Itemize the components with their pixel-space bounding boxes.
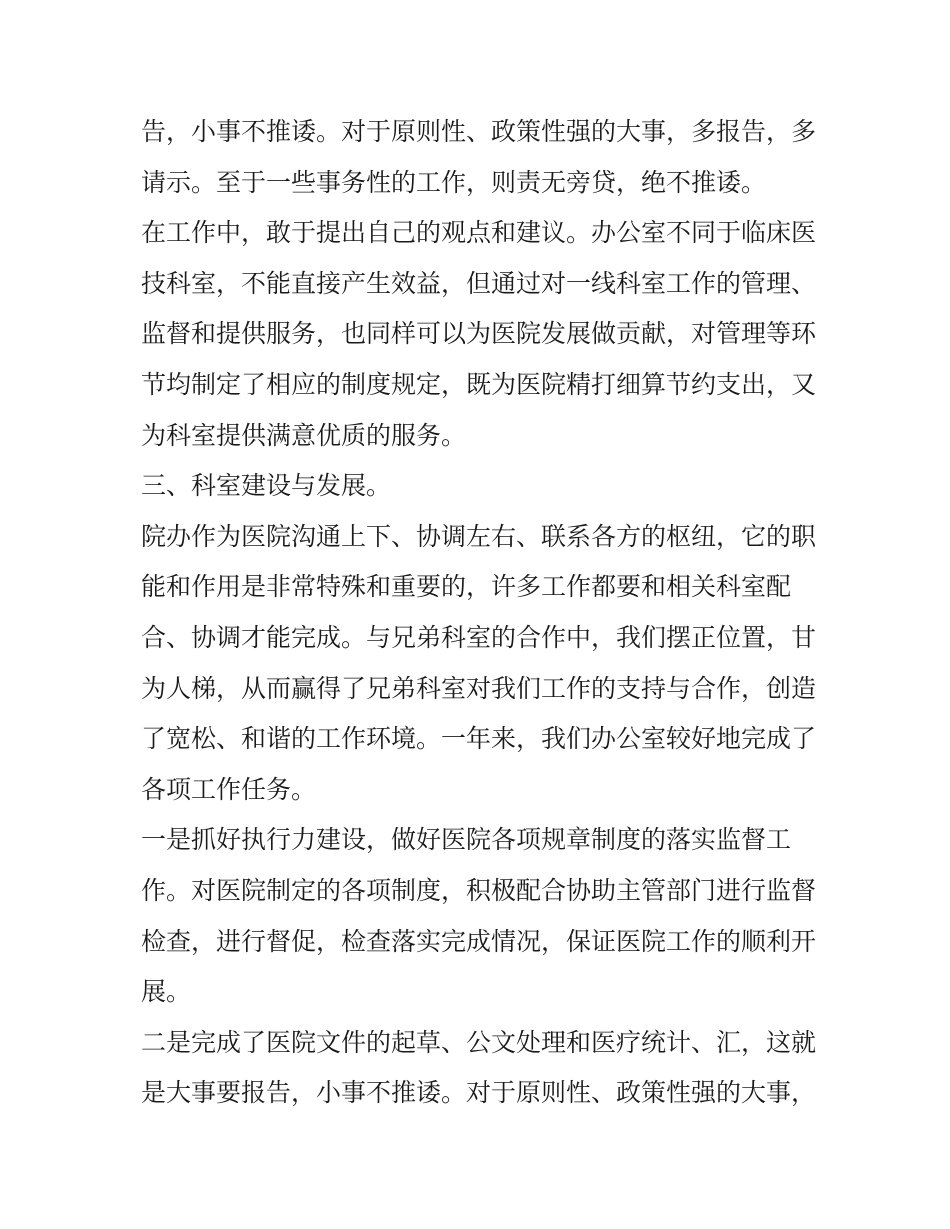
text-line: 为人梯，从而赢得了兄弟科室对我们工作的支持与合作，创造 bbox=[141, 673, 817, 703]
text-line: 二是完成了医院文件的起草、公文处理和医疗统计、汇，这就 bbox=[141, 1027, 817, 1057]
text-line: 合、协调才能完成。与兄弟科室的合作中，我们摆正位置，甘 bbox=[141, 622, 817, 652]
text-line: 了宽松、和谐的工作环境。一年来，我们办公室较好地完成了 bbox=[141, 724, 817, 754]
text-line: 为科室提供满意优质的服务。 bbox=[141, 420, 467, 450]
section-heading: 三、科室建设与发展。 bbox=[141, 471, 392, 501]
text-line: 在工作中，敢于提出自己的观点和建议。办公室不同于临床医 bbox=[141, 218, 817, 248]
text-line: 监督和提供服务，也同样可以为医院发展做贡献，对管理等环 bbox=[141, 319, 817, 349]
text-line: 请示。至于一些事务性的工作，则责无旁贷，绝不推诿。 bbox=[141, 167, 767, 197]
text-line: 告，小事不推诿。对于原则性、政策性强的大事，多报告，多 bbox=[141, 117, 817, 146]
text-line: 各项工作任务。 bbox=[141, 774, 317, 804]
body-text bbox=[141, 107, 821, 1119]
text-line: 作。对医院制定的各项制度，积极配合协助主管部门进行监督 bbox=[141, 875, 817, 905]
text-line: 能和作用是非常特殊和重要的，许多工作都要和相关科室配 bbox=[141, 572, 792, 602]
text-line: 一是抓好执行力建设，做好医院各项规章制度的落实监督工 bbox=[141, 825, 792, 855]
text-line: 是大事要报告，小事不推诿。对于原则性、政策性强的大事， bbox=[141, 1078, 817, 1108]
text-line: 技科室，不能直接产生效益，但通过对一线科室工作的管理、 bbox=[141, 268, 817, 298]
text-line: 院办作为医院沟通上下、协调左右、联系各方的枢纽，它的职 bbox=[141, 521, 817, 551]
text-line: 检查，进行督促，检查落实完成情况，保证医院工作的顺利开 bbox=[141, 926, 817, 956]
text-line: 节均制定了相应的制度规定，既为医院精打细算节约支出，又 bbox=[141, 369, 817, 399]
text-line: 展。 bbox=[141, 977, 192, 1007]
